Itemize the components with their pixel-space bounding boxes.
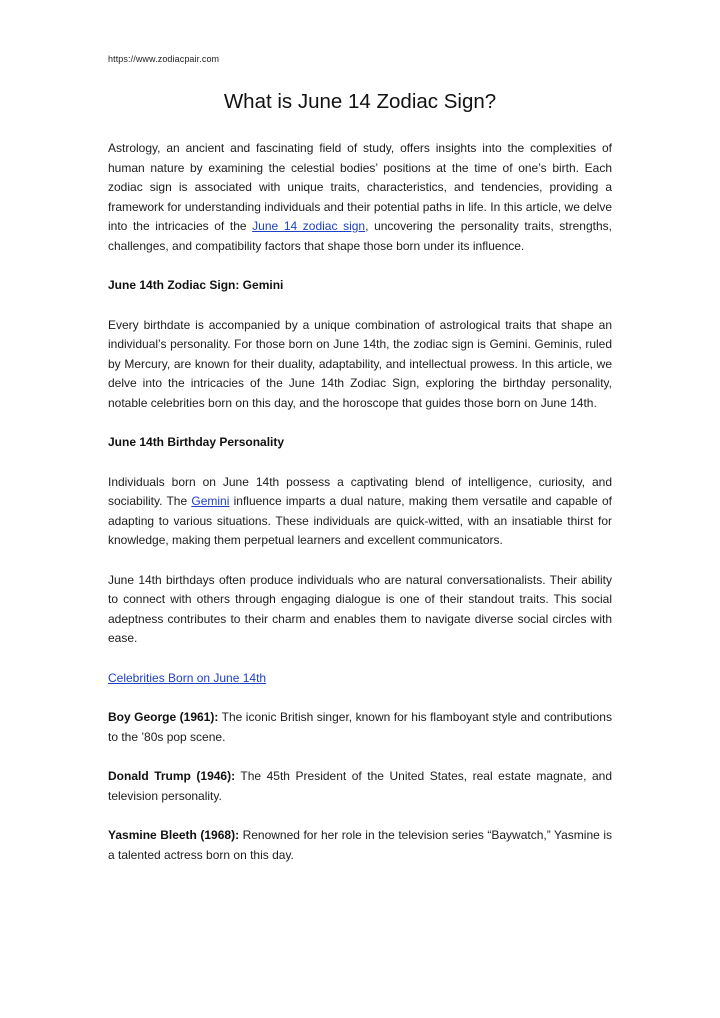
section-heading-zodiac-sign: June 14th Zodiac Sign: Gemini	[108, 278, 284, 292]
personality-paragraph-2: June 14th birthdays often produce individuals who are natural conversationalists. Their ability to connect with others through engaging dialogue is one of their standout traits. This social adeptness contributes to their charm and enables them to navigate diverse social circles with ease.	[108, 572, 612, 645]
document-body	[108, 88, 612, 885]
gemini-link[interactable]: Gemini	[191, 494, 230, 508]
celebrity-item	[108, 767, 612, 806]
section-heading-birthday-personality: June 14th Birthday Personality	[108, 435, 285, 449]
page-title: What is June 14 Zodiac Sign?	[223, 90, 497, 113]
june-14-zodiac-sign-link[interactable]: June 14 zodiac sign	[252, 219, 366, 233]
celebrities-link-paragraph	[108, 669, 612, 689]
celebrity-name: Boy George (1961):	[108, 710, 219, 724]
celebrity-name: Donald Trump (1946):	[108, 769, 236, 783]
personality-paragraph-1	[108, 473, 612, 551]
header-url: https://www.zodiacpair.com	[108, 54, 220, 64]
celebrity-description: The 45th President of the United States, real estate magnate, and television personality.	[108, 769, 612, 803]
celebrity-description: The iconic British singer, known for his flamboyant style and contributions to the ’80s pop scene.	[108, 710, 612, 744]
intro-text-before-link: Astrology, an ancient and fascinating field of study, offers insights into the complexities of human nature by examining the celestial bodies’ positions at the time of one’s birth. Each zodiac sign is associated with unique traits, characteristics, and tendencies, providing a framework for understanding individuals and their potential paths in life. In this article, we delve into the intricacies of the	[108, 141, 612, 233]
zodiac-sign-paragraph: Every birthdate is accompanied by a unique combination of astrological traits that shape an individual’s personality. For those born on June 14th, the zodiac sign is Gemini. Geminis, ruled by Mercury, are known for their duality, adaptability, and intellectual prowess. In this article, we delve into the intricacies of the June 14th Zodiac Sign, exploring the birthday personality, notable celebrities born on this day, and the horoscope that guides those born on June 14th.	[108, 317, 612, 410]
personality-text-before-link: Individuals born on June 14th possess a captivating blend of intelligence, curiosity, and sociability. The	[108, 474, 612, 508]
celebrity-item	[108, 826, 612, 865]
celebrities-link[interactable]: Celebrities Born on June 14th	[108, 670, 267, 685]
intro-paragraph	[108, 139, 612, 256]
celebrity-name: Yasmine Bleeth (1968):	[108, 828, 240, 842]
celebrity-description: Renowned for her role in the television series “Baywatch,” Yasmine is a talented actress born on this day.	[108, 828, 612, 862]
personality-text-after-link: influence imparts a dual nature, making them versatile and capable of adapting to various situations. These individuals are quick-witted, with an insatiable thirst for knowledge, making them perpetual learners and excellent communicators.	[108, 494, 613, 547]
intro-text-after-link: , uncovering the personality traits, strengths, challenges, and compatibility factors that shape those born under its influence.	[108, 219, 612, 253]
celebrity-item	[108, 708, 612, 747]
